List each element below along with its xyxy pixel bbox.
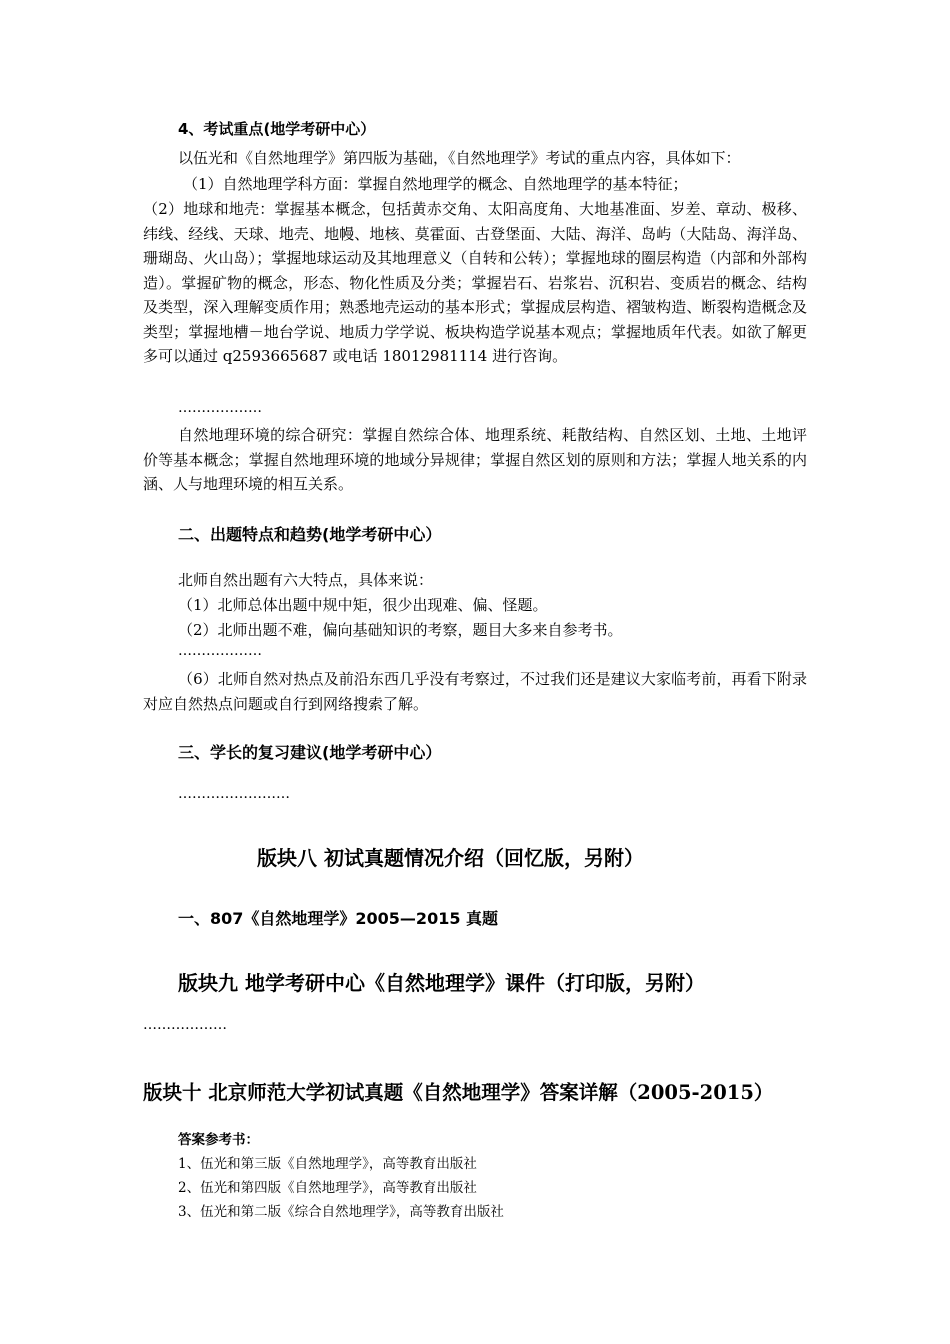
ellipsis-divider: ……………………: [178, 786, 290, 802]
reference-books-title: 答案参考书：: [178, 1132, 259, 1148]
reference-book-item: 2、伍光和第四版《自然地理学》，高等教育出版社: [178, 1180, 477, 1196]
ellipsis-divider: ………………: [143, 1017, 227, 1033]
exam-focus-intro: 以伍光和《自然地理学》第四版为基础，《自然地理学》考试的重点内容，具体如下：: [178, 149, 741, 167]
ellipsis-divider: ………………: [178, 643, 262, 659]
block-8-subtitle: 一、807《自然地理学》2005—2015 真题: [178, 909, 499, 928]
synthesis-paragraph: 自然地理环境的综合研究：掌握自然综合体、地理系统、耗散结构、自然区划、土地、土地评价等基本概念；掌握自然地理环境的地域分异规律；掌握自然区划的原则和方法；掌握人地关系的内涵、人与地理环境的相互关系。: [143, 426, 807, 493]
block-9-title: 版块九 地学考研中心《自然地理学》课件（打印版，另附）: [178, 971, 705, 995]
section-heading-question-features: 二、出题特点和趋势(地学考研中心）: [178, 525, 442, 544]
exam-focus-item-2: （2）地球和地壳：掌握基本概念，包括黄赤交角、太阳高度角、大地基准面、岁差、章动、极移、纬线、经线、天球、地壳、地幔、地核、莫霍面、古登堡面、大陆、海洋、岛屿（大陆岛、海洋岛、珊瑚岛、火山岛）；掌握地球运动及其地理意义（自转和公转）；掌握地球的圈层构造（内部和外部构造）。掌握矿物的概念，形态、物化性质及分类；掌握岩石、岩浆岩、沉积岩、变质岩的概念、结构及类型，深入理解变质作用；熟悉地壳运动的基本形式；掌握成层构造、褶皱构造、断裂构造概念及类型；掌握地槽－地台学说、地质力学学说、板块构造学说基本观点；掌握地质年代表。如欲了解更多可以通过 q2593665687 或电话 18012981114 进行咨询。: [143, 200, 807, 365]
question-feature-6: （6）北师自然对热点及前沿东西几乎没有考察过，不过我们还是建议大家临考前，再看下附录对应自然热点问题或自行到网络搜索了解。: [143, 670, 807, 713]
ellipsis-divider: ………………: [178, 400, 262, 416]
question-feature-1: （1）北师总体出题中规中矩，很少出现难、偏、怪题。: [178, 596, 548, 614]
reference-book-item: 3、伍光和第二版《综合自然地理学》，高等教育出版社: [178, 1204, 504, 1220]
exam-focus-item-1: （1）自然地理学科方面：掌握自然地理学的概念、自然地理学的基本特征；: [183, 175, 688, 193]
block-8-title: 版块八 初试真题情况介绍（回忆版，另附）: [257, 846, 644, 870]
reference-book-item: 1、伍光和第三版《自然地理学》，高等教育出版社: [178, 1156, 477, 1172]
block-10-title: 版块十 北京师范大学初试真题《自然地理学》答案详解（2005-2015）: [143, 1081, 774, 1104]
question-feature-2: （2）北师出题不难，偏向基础知识的考察，题目大多来自参考书。: [178, 621, 623, 639]
section-heading-review-advice: 三、学长的复习建议(地学考研中心）: [178, 743, 442, 762]
question-features-intro: 北师自然出题有六大特点，具体来说：: [178, 571, 434, 589]
section-heading-exam-focus: 4、考试重点(地学考研中心）: [178, 120, 376, 138]
